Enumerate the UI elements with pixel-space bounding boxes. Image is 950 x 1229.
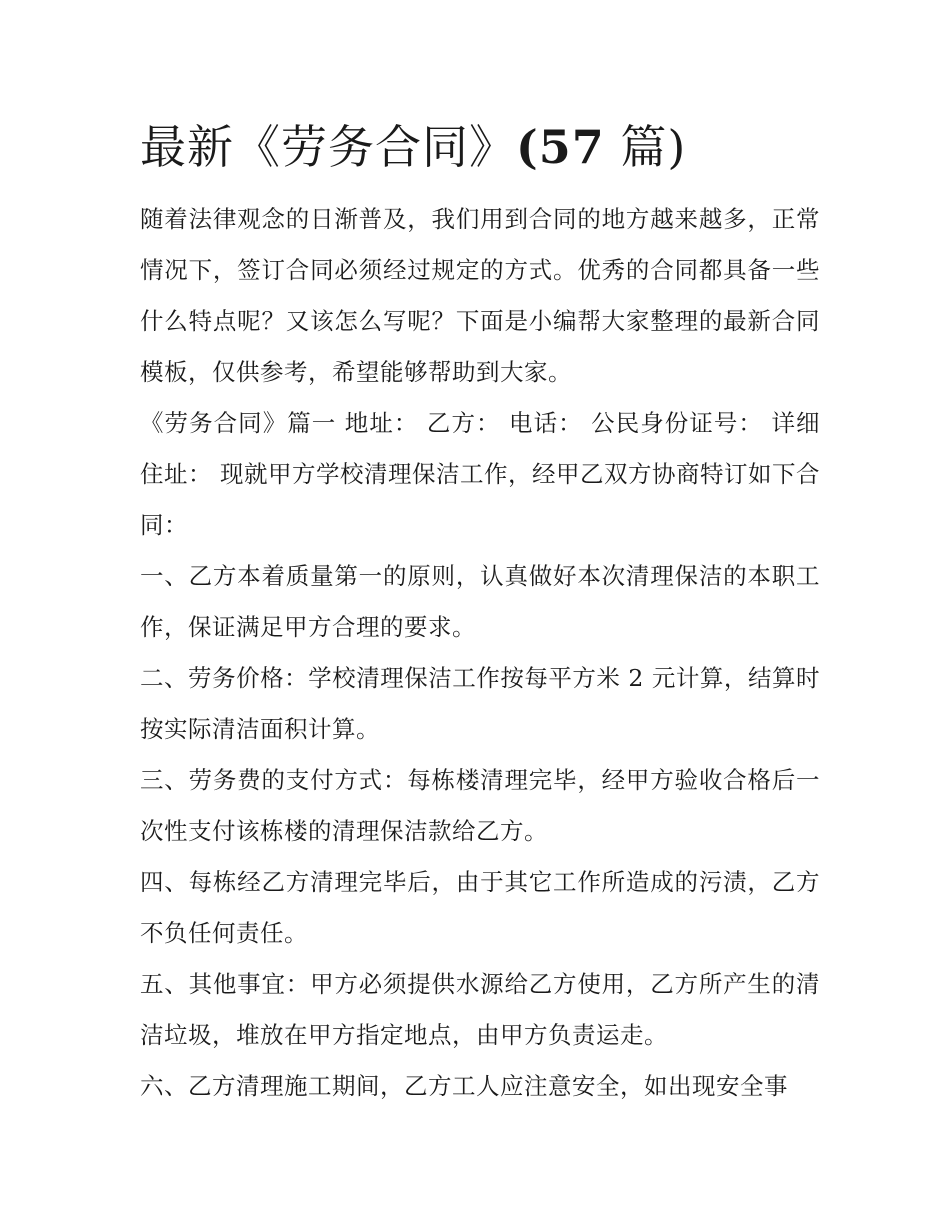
title-suffix: 篇) [604,120,687,174]
title-count: (57 [516,120,605,174]
clause-5: 五、其他事宜：甲方必须提供水源给乙方使用，乙方所产生的清洁垃圾，堆放在甲方指定地点，由甲方负责运走。 [140,970,820,1049]
clause-1: 一、乙方本着质量第一的原则，认真做好本次清理保洁的本职工作，保证满足甲方合理的要求。 [140,562,820,641]
clause-4: 四、每栋经乙方清理完毕后，由于其它工作所造成的污渍，乙方不负任何责任。 [140,868,820,947]
title-prefix: 最新《劳务合同》 [140,120,516,174]
contract-header-paragraph: 《劳务合同》篇一 地址： 乙方： 电话： 公民身份证号： 详细住址： 现就甲方学校清理保洁工作，经甲乙双方协商特订如下合同： [140,409,820,539]
clause-6: 六、乙方清理施工期间，乙方工人应注意安全，如出现安全事 [140,1072,788,1100]
document-body [140,118,820,1112]
clause-2: 二、劳务价格：学校清理保洁工作按每平方米 2 元计算，结算时按实际清洁面积计算。 [140,664,820,743]
intro-paragraph: 随着法律观念的日渐普及，我们用到合同的地方越来越多，正常情况下，签订合同必须经过规定的方式。优秀的合同都具备一些什么特点呢？又该怎么写呢？下面是小编帮大家整理的最新合同模板，仅供参考，希望能够帮助到大家。 [140,205,820,386]
clause-3: 三、劳务费的支付方式：每栋楼清理完毕，经甲方验收合格后一次性支付该栋楼的清理保洁款给乙方。 [140,766,820,845]
document-title [140,118,820,176]
